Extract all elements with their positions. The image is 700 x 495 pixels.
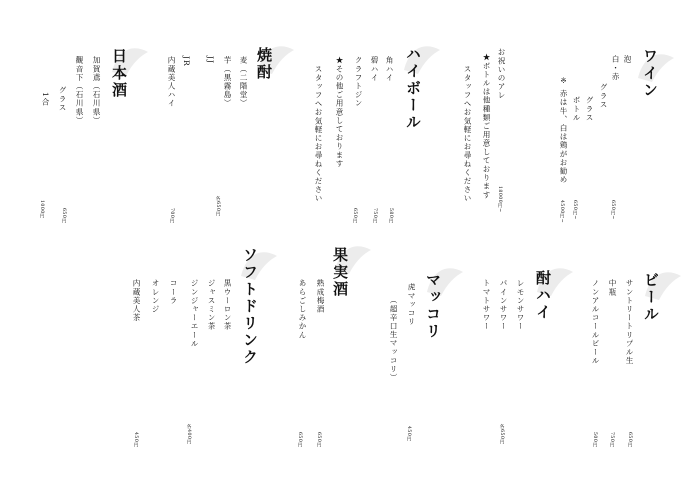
highball-ask-staff: スタッフへお気軽にお尋ねください [314,65,323,203]
beer-medium-bottle: 中瓶 [608,279,617,297]
shochu-price-group: 各650円 [215,196,220,217]
makgeolli-super-dry: （超辛口生マッコリ） [389,296,398,382]
soft-jasmine-tea: ジャスミン茶 [207,279,216,331]
highball-price-craft-gin: 650円 [352,208,357,224]
highball-kaku: 角ハイ [385,56,394,82]
wine-glass-sparkling: グラス [599,83,608,109]
wine-heading: ワイン [641,48,659,99]
fruit-aragoshi-mikan: あらごしみかん [298,279,307,340]
highball-price-kaku: 580円 [388,208,393,224]
beer-heading: ビール [642,272,660,323]
sake-kanonshita: 觀音下（石川県） [75,56,84,125]
sake-price-glass: 650円 [61,208,66,224]
beer-non-alcohol: ノンアルコールビール [591,279,600,365]
sake-ichigo: 1合 [41,92,50,107]
makgeolli-price: 450円 [406,426,411,442]
soft-kuramoto-bijin-tea: 内蔵美人茶 [132,279,141,322]
shochu-jj: JJ [206,56,215,65]
beer-price-suntory: 650円 [627,432,632,448]
fruit-price-mikan: 650円 [297,432,302,448]
soft-drinks-heading: ソフトドリンク [241,247,259,366]
wine-sparkling-label: 泡 [623,55,632,64]
wine-price-glass-sparkling: 650円~ [610,200,615,220]
shochu-jr: JR [182,56,191,67]
shochu-heading: 焼酎 [255,47,273,81]
chuhai-pine-sour: パインサワー [499,279,508,331]
shochu-mugi-nikaido: 麦（二階堂） [239,56,248,108]
chuhai-lemon-sour: レモンサワー [516,279,525,331]
soft-black-oolong: 黒ウーロン茶 [223,279,232,331]
wine-price-bottle: 4500円~ [559,200,564,224]
wine-glass-still: グラス [585,96,594,122]
shochu-imo-kirishima: 芋（黒霧島） [223,56,232,108]
soft-price-kuramoto-tea: 450円 [133,432,138,448]
makgeolli-tora: 虎マッコリ [407,283,416,326]
celebration-ask-staff: スタッフへお気軽にお尋ねください [463,65,472,203]
wine-price-glass-still: 650円~ [572,200,577,220]
makgeolli-heading: マッコリ [424,272,442,340]
celebration-item: お祝いのアレ [497,48,506,100]
sake-glass: グラス [58,86,67,112]
highball-craft-gin: クラフトジン [354,56,363,108]
fruit-aged-umeshu: 熟成梅酒 [316,279,325,314]
shochu-kuramoto-bijin-high: 内蔵美人ハイ [167,56,176,108]
fruit-price-umeshu: 650円 [316,432,321,448]
sake-heading: 日本酒 [110,48,128,99]
fruit-liquor-heading: 果実酒 [331,247,349,298]
chuhai-heading: 酎ハイ [534,270,552,321]
beer-price-bottle: 750円 [609,432,614,448]
sake-price-ichigo: 1000円 [39,200,44,219]
soft-orange: オレンジ [151,279,160,314]
soft-ginger-ale: ジンジャーエール [190,279,199,348]
celebration-price: 18000円~ [497,186,502,213]
soft-cola: コーラ [169,279,178,305]
wine-bottle: ボトル [572,96,581,122]
shochu-price-kuramoto: 700円 [169,208,174,224]
wine-pairing-note: ※ 赤は牛、白は鶏がお勧め [559,76,568,185]
highball-price-ao: 750円 [372,208,377,224]
highball-heading: ハイボール [404,46,422,131]
wine-white-red-label: 白・赤 [611,55,620,81]
sake-kagatobi: 加賀鳶（石川県） [92,56,101,125]
soft-price-group: 各400円 [186,424,191,445]
highball-ao: 碧ハイ [370,56,379,82]
highball-other-note: ★その他ご用意しております [335,56,344,168]
celebration-note: ★ボトルは他種類ご用意しております [482,53,491,200]
chuhai-price-all: 各650円 [499,424,504,445]
beer-price-non-alcohol: 500円 [592,432,597,448]
beer-suntory-triple: サントリートリプル生 [625,279,634,365]
chuhai-tomato-sour: トマトサワー [482,279,491,331]
